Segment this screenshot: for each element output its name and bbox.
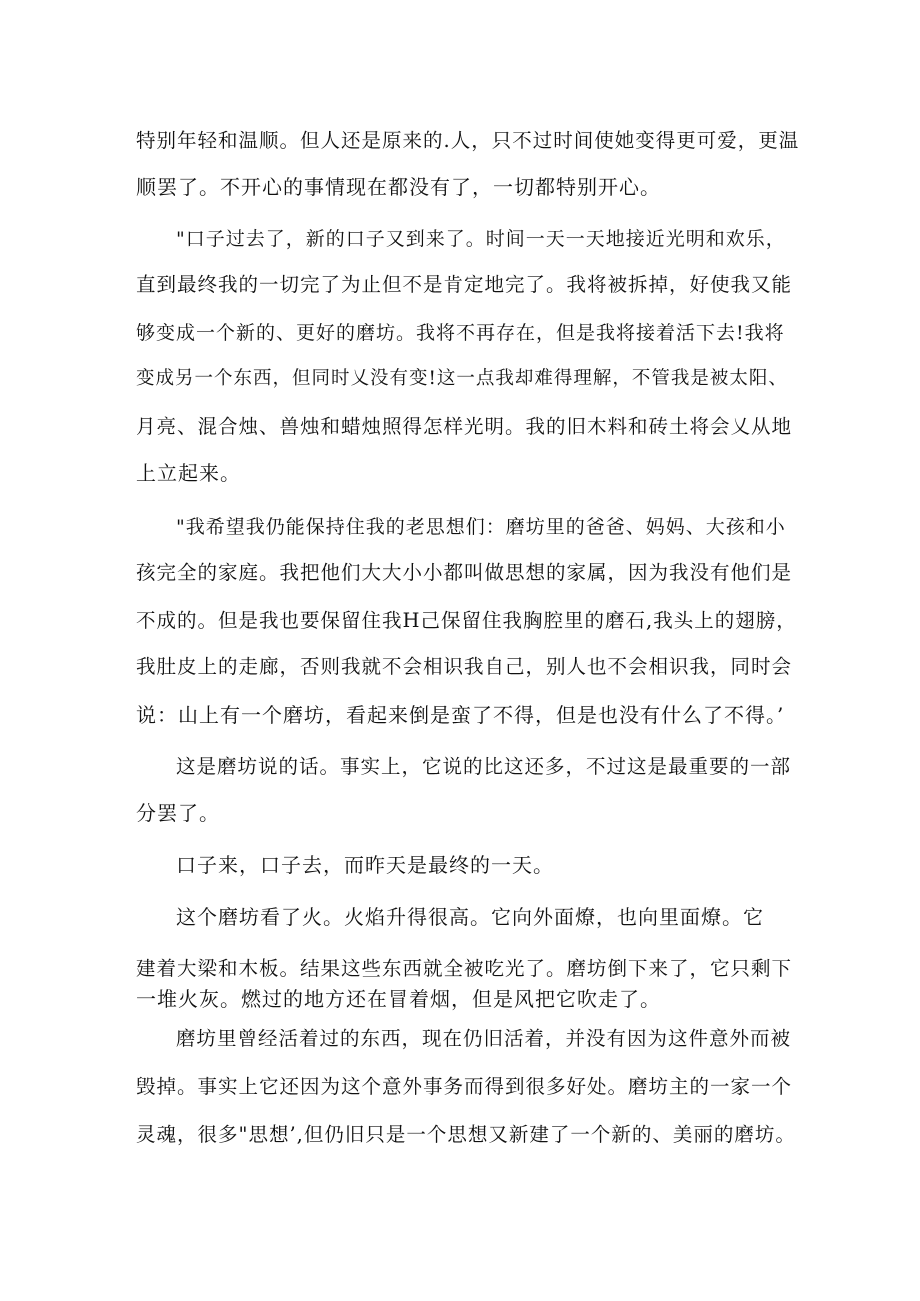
text-line: 灵魂，很多"思想’,但仍旧只是一个思想又新建了一个新的、美丽的磨坊。: [136, 1123, 796, 1146]
text-line: 我肚皮上的走廊，否则我就不会相识我自己，别人也不会相识我，同时会: [136, 655, 793, 678]
text-line: 孩完全的家庭。我把他们大大小小都叫做思想的家属，因为我没有他们是: [136, 561, 793, 584]
text-line: 这个磨坊看了火。火焰升得很高。它向外面燎，也向里面燎。它: [176, 905, 764, 929]
text-line: 特别年轻和温顺。但人还是原来的.人，只不过时间使她变得更可爱，更温: [136, 129, 800, 152]
text-line: "口子过去了，新的口子又到来了。时间一天一天地接近光明和欢乐，: [176, 228, 786, 250]
text-line: 口子来，口子去，而昨天是最终的一天。: [176, 853, 554, 877]
text-line: 一堆火灰。燃过的地方还在冒着烟，但是风把它吹走了。: [136, 987, 661, 1011]
text-line: 够变成一个新的、更好的磨坊。我将不再存在，但是我将接着活下去!我将: [136, 322, 785, 344]
text-line: 变成另一个东西，但同时乂没有变!这一点我却难得理解，不管我是被太阳、: [136, 368, 788, 389]
text-line: 分罢了。: [136, 801, 220, 825]
text-line: 月亮、混合烛、兽烛和蜡烛照得怎样光明。我的旧木料和砖土将会乂从地: [136, 415, 793, 438]
text-line: 上立起来。: [136, 461, 241, 485]
text-line: 不成的。但是我也要保留住我H己保留住我胸腔里的磨石,我头上的翅膀，: [136, 609, 797, 632]
text-line: "我希望我仍能保持住我的老思想们：磨坊里的爸爸、妈妈、大孩和小: [176, 516, 786, 538]
text-line: 顺罢了。不开心的事情现在都没有了，一切都特别开心。: [136, 175, 661, 199]
text-line: 毁掉。事实上它还因为这个意外事务而得到很多好处。磨坊主的一家一个: [136, 1075, 793, 1098]
text-line: 这是磨坊说的话。事实上，它说的比这还多，不过这是最重要的一部: [176, 755, 792, 778]
text-line: 直到最终我的一切完了为止但不是肯定地完了。我将被拆掉，好使我又能: [136, 273, 793, 296]
text-line: 建着大梁和木板。结果这些东西就全被吃光了。磨坊倒下来了，它只剩下: [136, 957, 793, 980]
text-line: 说：山上有一个磨坊，看起来倒是蛮了不得，但是也没有什么了不得。’: [136, 703, 785, 727]
text-line: 磨坊里曾经活着过的东西，现在仍旧活着，并没有因为这件意外而被: [176, 1027, 792, 1050]
